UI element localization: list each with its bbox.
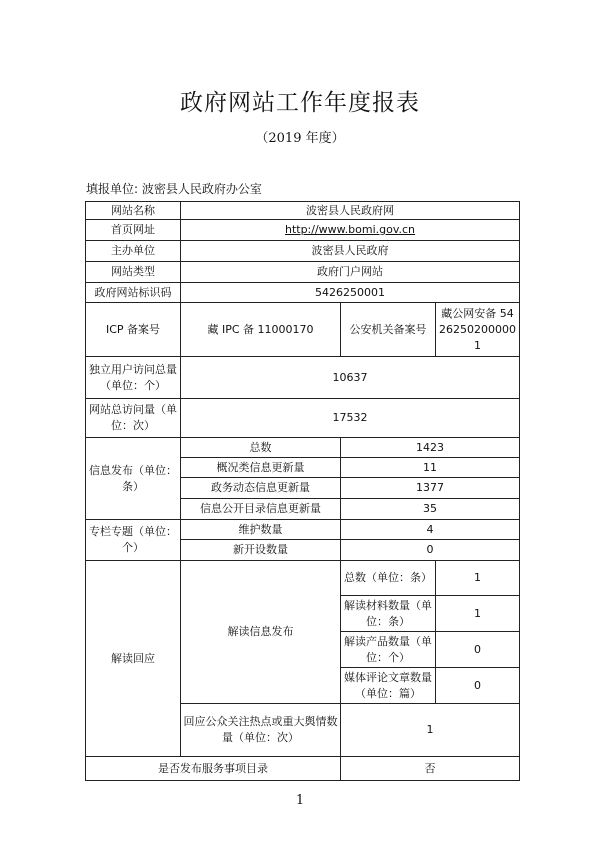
icp-value: 藏 IPC 备 11000170 <box>181 303 341 357</box>
response-value: 1 <box>341 704 520 757</box>
table-row <box>86 561 520 596</box>
catalog-label: 信息公开目录信息更新量 <box>181 499 341 520</box>
media-label: 媒体评论文章数量（单位：篇） <box>341 668 436 704</box>
page-title: 政府网站工作年度报表 <box>180 90 420 116</box>
media-value: 0 <box>436 668 520 704</box>
table-row <box>86 399 520 438</box>
overview-value: 11 <box>341 458 520 478</box>
site-name-value: 波密县人民政府网 <box>181 202 520 220</box>
product-value: 0 <box>436 632 520 668</box>
catalog-value: 35 <box>341 499 520 520</box>
product-label: 解读产品数量（单位：个） <box>341 632 436 668</box>
material-value: 1 <box>436 596 520 632</box>
news-label: 政务动态信息更新量 <box>181 478 341 499</box>
table-row <box>86 262 520 283</box>
table-row <box>86 520 520 540</box>
service-catalog-label: 是否发布服务事项目录 <box>86 757 341 781</box>
site-id-label: 政府网站标识码 <box>86 283 181 303</box>
home-url-cell <box>181 220 520 241</box>
table-row <box>86 757 520 781</box>
service-catalog-value: 否 <box>341 757 520 781</box>
table-row <box>86 241 520 262</box>
icp-label: ICP 备案号 <box>86 303 181 357</box>
interpretation-publish-label: 解读信息发布 <box>181 561 341 704</box>
interp-total-value: 1 <box>436 561 520 596</box>
interp-total-label: 总数（单位：条） <box>341 561 436 596</box>
maintain-label: 维护数量 <box>181 520 341 540</box>
home-url-label: 首页网址 <box>86 220 181 241</box>
unique-visitors-label: 独立用户访问总量（单位：个） <box>86 357 181 399</box>
page-subtitle: （2019 年度） <box>255 131 345 146</box>
report-table <box>85 201 520 781</box>
reporting-unit: 填报单位: 波密县人民政府办公室 <box>86 182 262 196</box>
response-label: 回应公众关注热点或重大舆情数量（单位：次） <box>181 704 341 757</box>
info-total-label: 总数 <box>181 438 341 458</box>
site-type-label: 网站类型 <box>86 262 181 283</box>
total-visits-label: 网站总访问量（单位：次） <box>86 399 181 438</box>
total-visits-value: 17532 <box>181 399 520 438</box>
material-label: 解读材料数量（单位：条） <box>341 596 436 632</box>
site-name-label: 网站名称 <box>86 202 181 220</box>
site-type-value: 政府门户网站 <box>181 262 520 283</box>
unique-visitors-value: 10637 <box>181 357 520 399</box>
new-topics-label: 新开设数量 <box>181 540 341 561</box>
info-publish-label: 信息发布（单位：条） <box>86 438 181 520</box>
overview-label: 概况类信息更新量 <box>181 458 341 478</box>
home-url-link[interactable]: http://www.bomi.gov.cn <box>284 223 416 236</box>
special-topics-label: 专栏专题（单位：个） <box>86 520 181 561</box>
news-value: 1377 <box>341 478 520 499</box>
sponsor-label: 主办单位 <box>86 241 181 262</box>
page-number: 1 <box>295 793 305 808</box>
table-row <box>86 438 520 458</box>
interpretation-label: 解读回应 <box>86 561 181 757</box>
new-topics-value: 0 <box>341 540 520 561</box>
table-row <box>86 283 520 303</box>
psb-value: 藏公网安备 54262502000001 <box>436 303 520 357</box>
table-row <box>86 202 520 220</box>
table-row <box>86 220 520 241</box>
psb-label: 公安机关备案号 <box>341 303 436 357</box>
table-row <box>86 303 520 357</box>
info-total-value: 1423 <box>341 438 520 458</box>
maintain-value: 4 <box>341 520 520 540</box>
sponsor-value: 波密县人民政府 <box>181 241 520 262</box>
table-row <box>86 357 520 399</box>
site-id-value: 5426250001 <box>181 283 520 303</box>
